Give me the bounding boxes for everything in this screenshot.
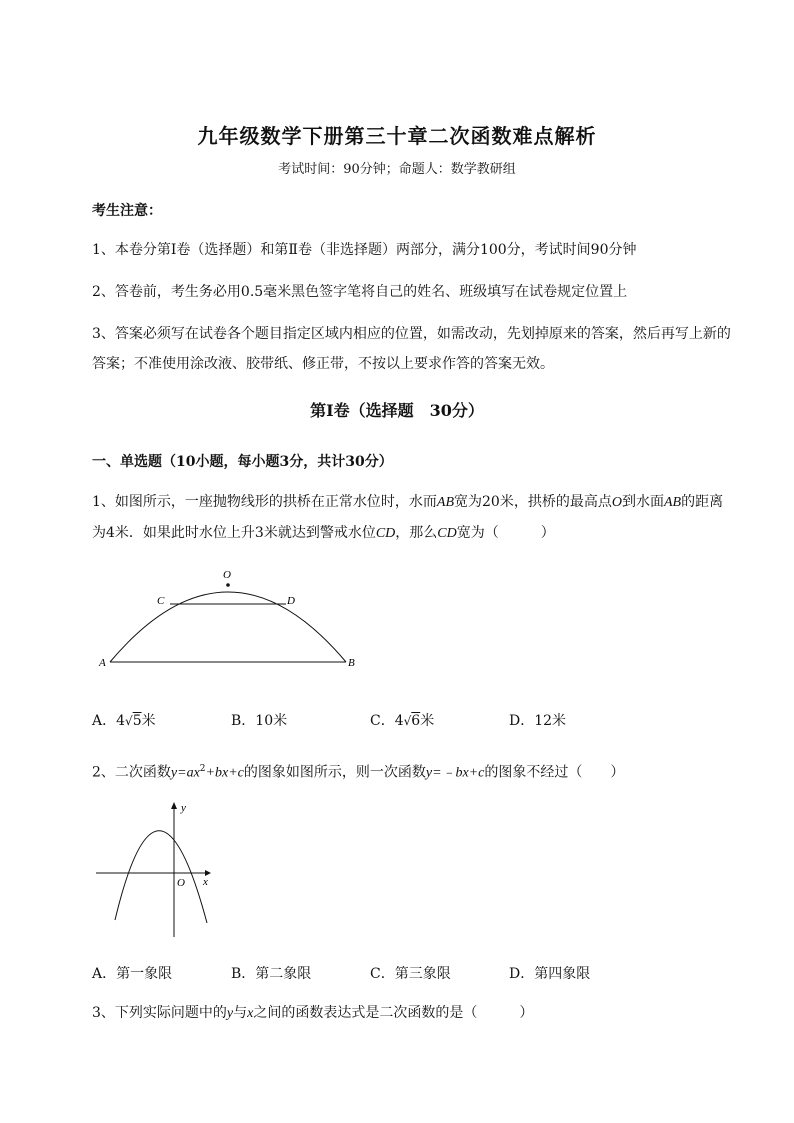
q1-option-d[interactable]: D．12米 [509,713,567,729]
q2-option-b[interactable]: B．第二象限 [231,966,312,982]
parabola-curve [115,831,207,923]
notice-item-3: 3、答案必须写在试卷各个题目指定区域内相应的位置，如需改动，先划掉原来的答案，然后再写上新的答案；不准使用涂改液、胶带纸、修正带，不按以上要求作答的答案无效。 [92,326,731,372]
section-title: 第I卷（选择题 30分） [310,401,484,420]
notice-heading: 考生注意： [92,203,162,219]
q1-option-b[interactable]: B．10米 [231,713,288,729]
q2-option-a[interactable]: A．第一象限 [92,966,173,982]
document-subtitle: 考试时间：90分钟；命题人：数学教研组 [278,162,516,177]
notice-item-1: 1、本卷分第I卷（选择题）和第Ⅱ卷（非选择题）两部分，满分100分，考试时间90分钟 [92,242,637,258]
question-2-text: 2、二次函数$y=ax^2+bx+c$的图象如图所示，则一次函数y=﹣bx+c的图象不经过（ ） [92,764,625,781]
notice-item-2: 2、答卷前，考生务必用0.5毫米黑色签字笔将自己的姓名、班级填写在试卷规定位置上 [92,284,628,300]
arch-parabola [110,592,346,662]
label-c: C [157,595,165,607]
document-title: 九年级数学下册第三十章二次函数难点解析 [197,124,597,148]
label-d: D [287,595,295,607]
q1-option-a[interactable]: A．4√5米 [92,713,156,729]
question-3-text: 3、下列实际问题中的y与x之间的函数表达式是二次函数的是（ ） [92,1005,534,1021]
quadratic-graph-figure [90,795,220,945]
q2-option-d[interactable]: D．第四象限 [509,966,591,982]
question-1-text: 1、如图所示，一座抛物线形的拱桥在正常水位时，水而AB宽为20米，拱桥的最高点O到水面AB的距离为4米．如果此时水位上升3米就达到警戒水位CD，那么CD宽为（ ） [92,494,724,541]
vertex-point [226,583,230,587]
label-y: y [181,802,186,814]
part-heading: 一、单选题（10小题，每小题3分，共计30分） [92,454,393,470]
y-axis-arrow [171,802,177,809]
label-o: O [223,569,231,581]
label-x: x [203,876,208,888]
label-origin: O [177,877,185,889]
label-b: B [348,657,355,669]
q1-option-c[interactable]: C．4√6米 [370,713,435,729]
label-a: A [99,657,106,669]
arch-bridge-figure [90,560,380,680]
q2-option-c[interactable]: C．第三象限 [370,966,451,982]
